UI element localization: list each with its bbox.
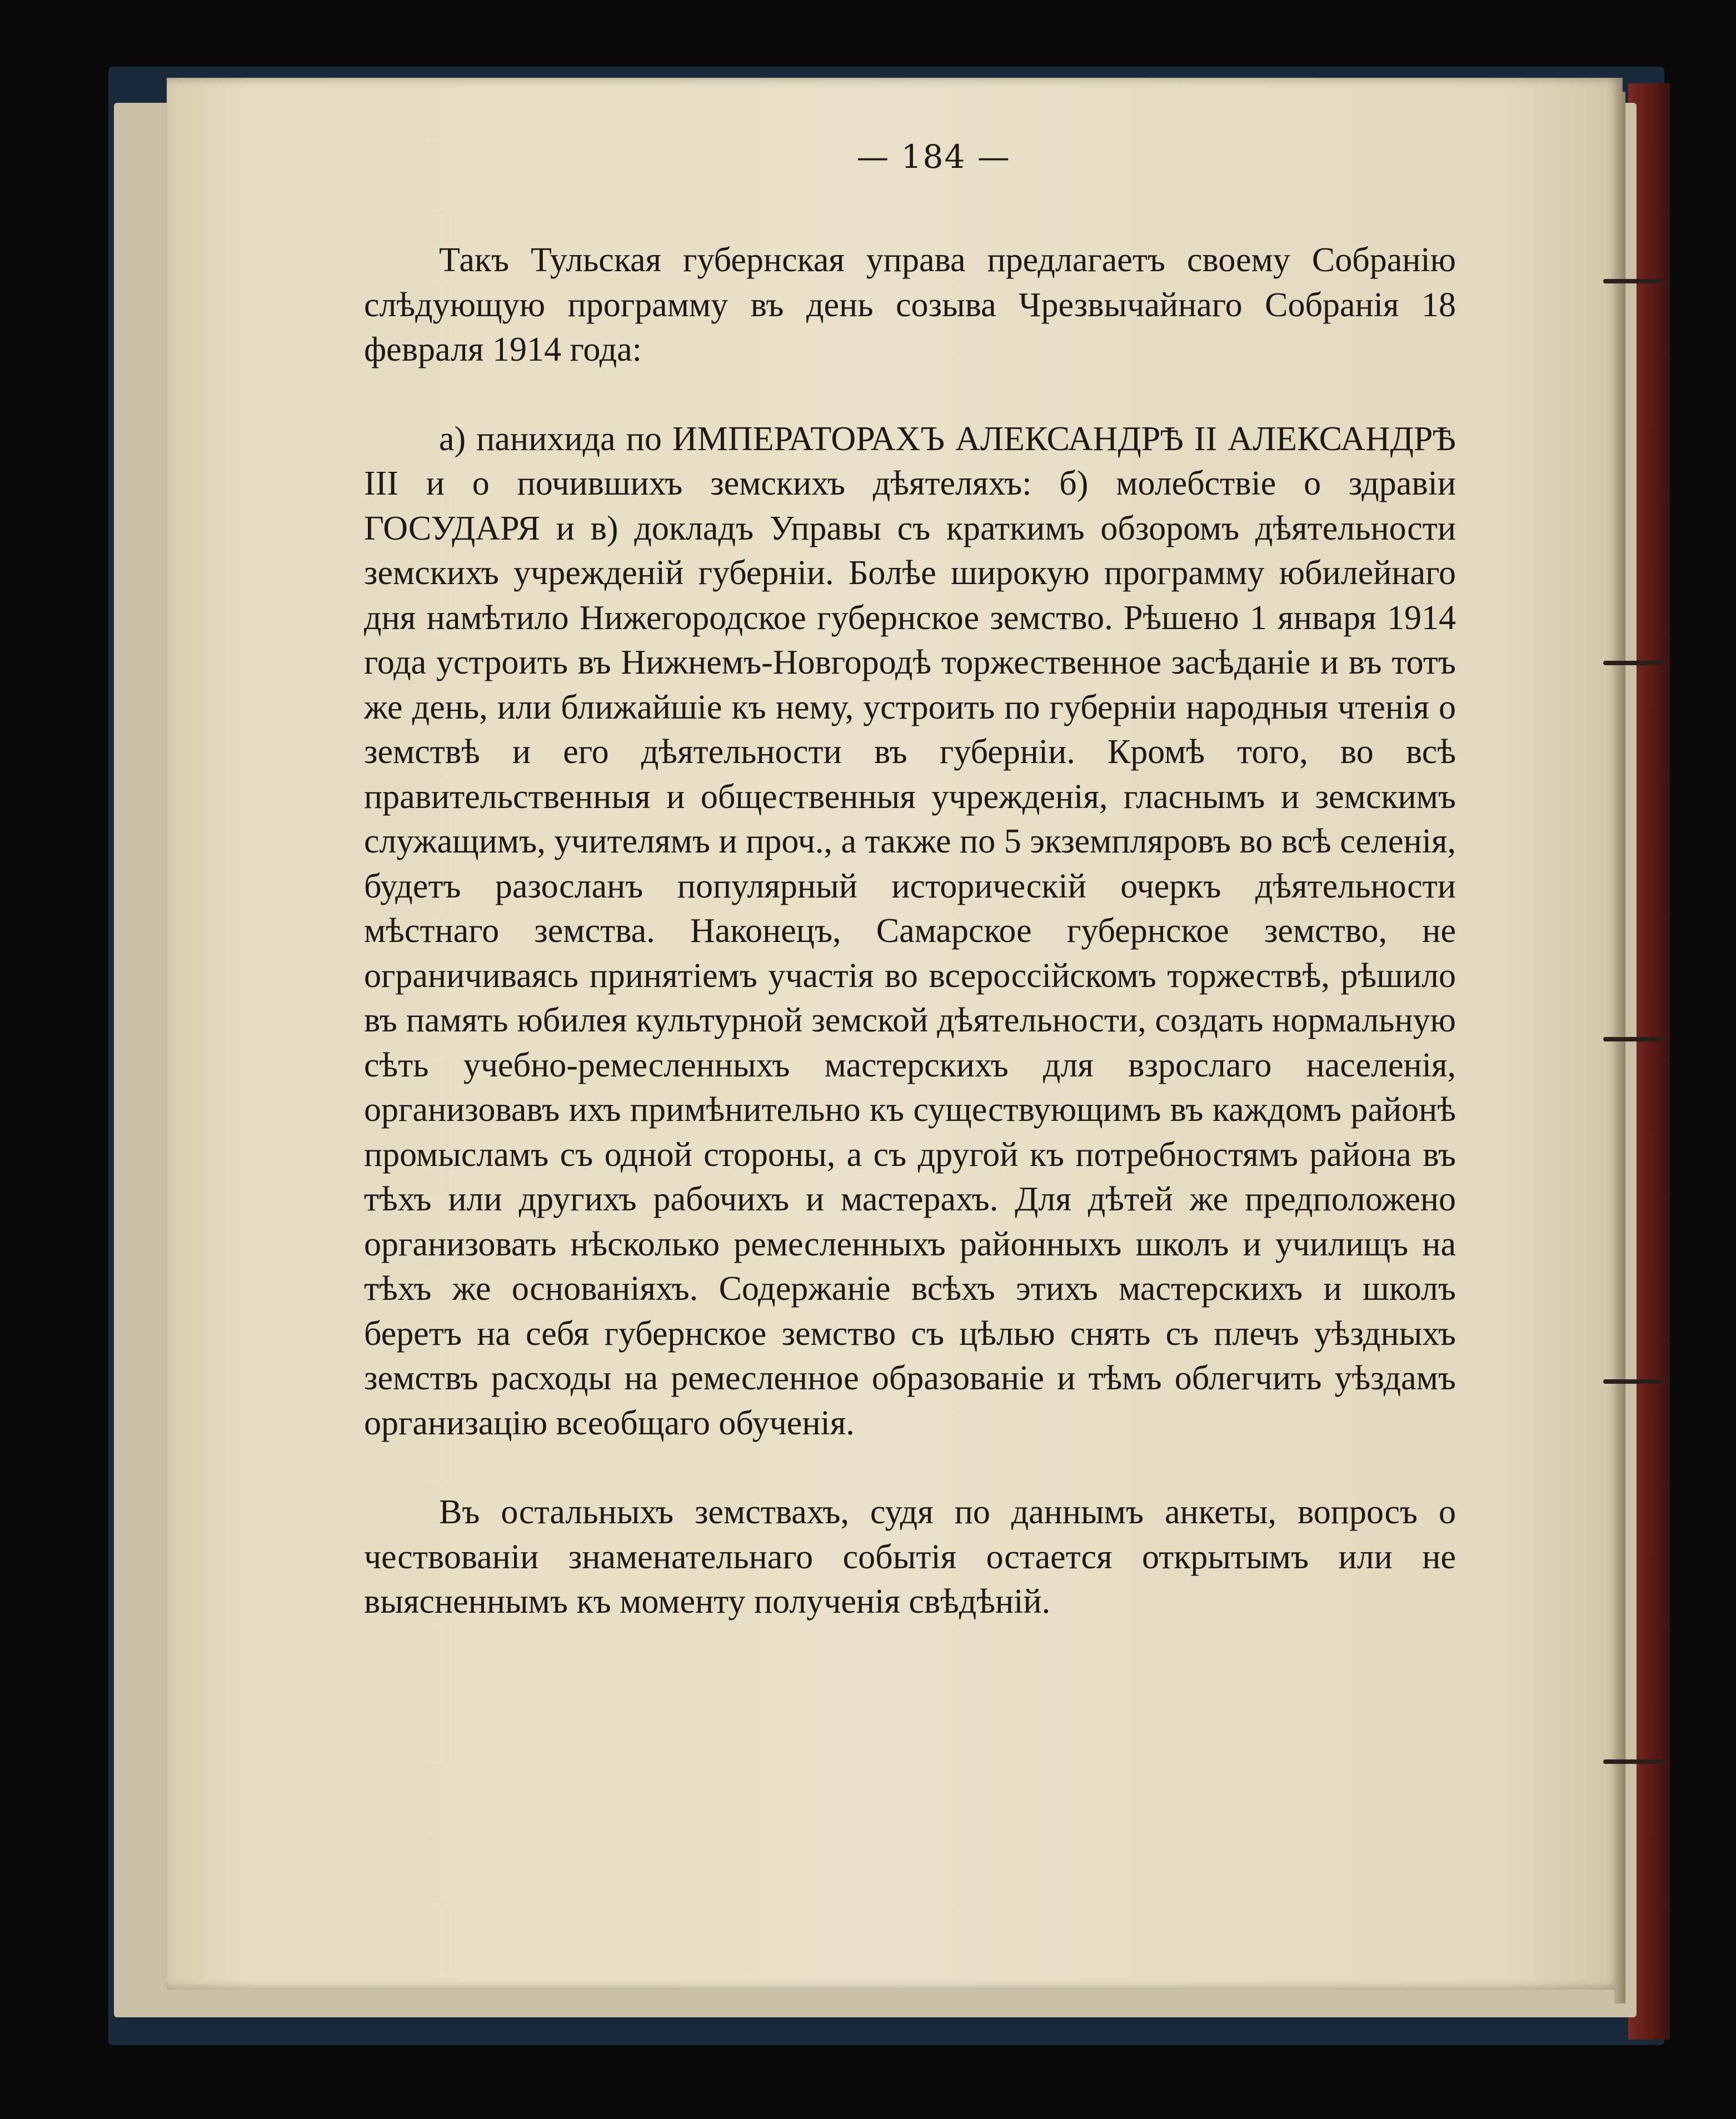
paragraph-2: а) панихида по ИМПЕРАТОРАХЪ АЛЕКСАНДРѢ II АЛЕКСАНДРѢ III и о почившихъ земскихъ дѣятеляхъ: б) молебствіе о здравіи ГОСУДАРЯ и в) докладъ Управы съ краткимъ обзоромъ дѣятельности земскихъ учрежденій губерніи. Болѣе широкую программу юбилейнаго дня намѣтило Нижегородское губернское земство. Рѣшено 1 января 1914 года устроить въ Нижнемъ-Новгородѣ торжественное засѣданіе и въ тотъ же день, или ближайшіе къ нему, устроить по губерніи народныя чтенія о земствѣ и его дѣятельности въ губерніи. Кромѣ того, во всѣ правительственныя и общественныя учрежденія, гласнымъ и земскимъ служащимъ, учителямъ и проч., а также по 5 экземпляровъ во всѣ селенія, будетъ разосланъ популярный историческій очеркъ дѣятельности мѣстнаго земства. Наконецъ, Самарское губернское земство, не ограничиваясь принятіемъ участія во всероссійскомъ торжествѣ, рѣшило въ память юбилея культурной земской дѣятельности, создать нормальную сѣть учебно-ремесленныхъ мастерскихъ для взрослаго населенія, организовавъ ихъ примѣнительно къ существующимъ въ каждомъ районѣ промысламъ съ одной стороны, а съ другой къ потребностямъ района въ тѣхъ или другихъ рабочихъ и мастерахъ. Для дѣтей же предположено организовать нѣсколько ремесленныхъ районныхъ школъ и училищъ на тѣхъ же основаніяхъ. Содержаніе всѣхъ этихъ мастерскихъ и школъ беретъ на себя губернское земство съ цѣлью снять съ плечъ уѣздныхъ земствъ расходы на ремесленное образованіе и тѣмъ облегчить уѣздамъ организацію всеобщаго обученія. (364, 420, 1456, 1442)
page-marker-tab (1603, 659, 1664, 667)
paragraph-3: Въ остальныхъ земствахъ, судя по даннымъ анкеты, вопросъ о чествованіи знаменательнаго событія остается открытымъ или не выясненнымъ къ моменту полученія свѣдѣній. (364, 1493, 1456, 1621)
page-edge-shadow (1614, 92, 1625, 2003)
paragraph-1: Такъ Тульская губернская управа предлагаетъ своему Собранію слѣдующую программу въ день созыва Чрезвычайнаго Собранія 18 февраля 1914 года: (364, 241, 1456, 368)
page-number: — 184 — (856, 138, 1011, 176)
page-marker-tab (1603, 277, 1664, 286)
page-marker-tab (1603, 1757, 1664, 1766)
page-marker-tab (1603, 1377, 1664, 1386)
page-marker-tab (1603, 1035, 1664, 1044)
body-text (364, 238, 1456, 1624)
